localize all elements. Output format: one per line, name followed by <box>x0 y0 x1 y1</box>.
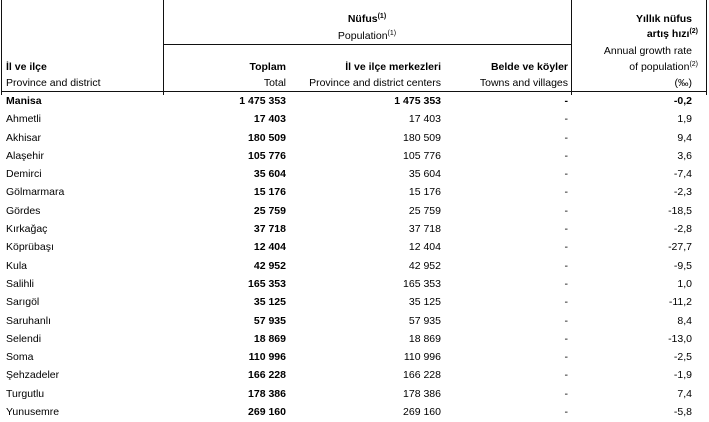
total-header-tr: Toplam <box>249 61 286 73</box>
district-name: Gölmarmara <box>6 186 65 199</box>
growth-header-tr-1: Yıllık nüfus <box>635 13 692 25</box>
province-header-en: Province and district <box>6 77 101 89</box>
growth-header-unit: (‰) <box>674 77 692 89</box>
total-cell: 12 404 <box>253 241 286 254</box>
towns-cell: - <box>564 332 568 345</box>
district-name: Kula <box>6 259 28 272</box>
growth-column-rule <box>571 0 572 95</box>
towns-cell: - <box>564 277 568 290</box>
district-name: Köprübaşı <box>6 241 54 254</box>
total-cell: 269 160 <box>248 406 286 419</box>
table-row <box>0 367 709 385</box>
towns-cell: - <box>564 131 568 144</box>
growth-cell: 3,6 <box>677 149 692 162</box>
district-name: Saruhanlı <box>6 314 51 327</box>
total-cell: 105 776 <box>248 149 286 162</box>
district-name: Sarıgöl <box>6 296 40 309</box>
growth-cell: -27,7 <box>668 241 692 254</box>
table-row <box>0 331 709 349</box>
total-cell: 57 935 <box>253 314 286 327</box>
district-name: Salihli <box>6 277 35 290</box>
towns-cell: - <box>564 369 568 382</box>
district-name: Akhisar <box>6 131 42 144</box>
centers-cell: 165 353 <box>403 277 441 290</box>
towns-cell: - <box>564 259 568 272</box>
district-name: Gördes <box>6 204 41 217</box>
growth-cell: 1,0 <box>677 277 692 290</box>
centers-cell: 12 404 <box>408 241 441 254</box>
towns-cell: - <box>564 296 568 309</box>
table-row <box>0 184 709 202</box>
centers-cell: 37 718 <box>408 223 441 236</box>
growth-cell: -7,4 <box>673 168 692 181</box>
growth-cell: 7,4 <box>677 387 692 400</box>
table-row <box>0 313 709 331</box>
population-group-rule <box>163 44 571 45</box>
towns-cell: - <box>564 223 568 236</box>
total-cell: 42 952 <box>253 259 286 272</box>
total-header-en: Total <box>263 77 286 89</box>
table-row <box>0 386 709 404</box>
growth-cell: -11,2 <box>668 296 692 309</box>
table-row <box>0 203 709 221</box>
total-cell: 110 996 <box>248 351 286 364</box>
district-name: Yunusemre <box>6 406 60 419</box>
towns-cell: - <box>564 406 568 419</box>
growth-header-en-2: of population$^{(2)}$ <box>629 61 698 73</box>
centers-cell: 17 403 <box>408 113 441 126</box>
centers-cell: 15 176 <box>408 186 441 199</box>
table-row <box>0 294 709 312</box>
total-cell: 1 475 353 <box>239 95 286 107</box>
table-row <box>0 148 709 166</box>
district-name: Alaşehir <box>6 149 44 162</box>
total-cell: 25 759 <box>253 204 286 217</box>
total-cell: 37 718 <box>253 223 286 236</box>
total-cell: 15 176 <box>253 186 286 199</box>
growth-cell: 9,4 <box>677 131 692 144</box>
towns-cell: - <box>564 186 568 199</box>
district-name: Kırkağaç <box>6 223 48 236</box>
total-cell: 35 125 <box>253 296 286 309</box>
centers-cell: 35 125 <box>408 296 441 309</box>
growth-cell: -2,5 <box>673 351 692 364</box>
total-cell: 165 353 <box>248 277 286 290</box>
table-body <box>0 93 709 422</box>
table-row <box>0 130 709 148</box>
growth-cell: 1,9 <box>677 113 692 126</box>
province-header-tr: İl ve ilçe <box>6 61 47 73</box>
towns-header-en: Towns and villages <box>479 77 568 89</box>
growth-header-tr-2: artış hızı$^{(2)}$ <box>646 28 698 40</box>
centers-cell: 42 952 <box>408 259 441 272</box>
right-column-rule <box>706 0 707 95</box>
centers-cell: 18 869 <box>408 332 441 345</box>
growth-cell: 8,4 <box>677 314 692 327</box>
growth-cell: -1,9 <box>673 369 692 382</box>
towns-cell: - <box>564 387 568 400</box>
district-name: Manisa <box>6 95 42 107</box>
towns-cell: - <box>564 351 568 364</box>
centers-cell: 105 776 <box>403 149 441 162</box>
table-row <box>0 276 709 294</box>
centers-cell: 110 996 <box>403 351 441 364</box>
district-name: Turgutlu <box>6 387 45 400</box>
total-cell: 18 869 <box>253 332 286 345</box>
towns-cell: - <box>564 314 568 327</box>
district-name: Soma <box>6 351 34 364</box>
district-name: Ahmetli <box>6 113 42 126</box>
centers-cell: 35 604 <box>408 168 441 181</box>
towns-cell: - <box>564 113 568 126</box>
total-cell: 166 228 <box>248 369 286 382</box>
total-cell: 17 403 <box>253 113 286 126</box>
towns-cell: - <box>564 168 568 181</box>
district-name: Demirci <box>6 168 42 181</box>
towns-header-tr: Belde ve köyler <box>490 61 568 73</box>
total-cell: 180 509 <box>248 131 286 144</box>
total-cell: 178 386 <box>248 387 286 400</box>
table-row <box>0 349 709 367</box>
table-row <box>0 258 709 276</box>
growth-cell: -2,8 <box>673 223 692 236</box>
table-row <box>0 166 709 184</box>
centers-cell: 180 509 <box>403 131 441 144</box>
header-bottom-rule <box>1 91 707 92</box>
centers-cell: 57 935 <box>408 314 441 327</box>
centers-header-en: Province and district centers <box>309 77 441 89</box>
centers-cell: 25 759 <box>408 204 441 217</box>
towns-cell: - <box>564 204 568 217</box>
growth-cell: -9,5 <box>673 259 692 272</box>
growth-cell: -13,0 <box>668 332 692 345</box>
centers-cell: 178 386 <box>403 387 441 400</box>
towns-cell: - <box>564 241 568 254</box>
district-name: Selendi <box>6 332 42 345</box>
growth-header-en-1: Annual growth rate <box>603 45 692 57</box>
centers-header-tr: İl ve ilçe merkezleri <box>345 61 441 73</box>
total-cell: 35 604 <box>253 168 286 181</box>
table-row <box>0 111 709 129</box>
centers-cell: 1 475 353 <box>394 95 441 107</box>
growth-cell: -5,8 <box>673 406 692 419</box>
towns-cell: - <box>564 95 568 107</box>
population-header-tr: Nüfus$^{(1)}$ <box>347 13 387 25</box>
table-row <box>0 404 709 422</box>
left-column-rule <box>1 0 2 95</box>
growth-cell: -2,3 <box>673 186 692 199</box>
table-row <box>0 239 709 257</box>
table-row <box>0 221 709 239</box>
table-row <box>0 93 709 111</box>
centers-cell: 269 160 <box>403 406 441 419</box>
district-name: Şehzadeler <box>6 369 60 382</box>
growth-cell: -0,2 <box>673 95 692 107</box>
population-header-en: Population$^{(1)}$ <box>337 30 397 42</box>
growth-cell: -18,5 <box>668 204 692 217</box>
towns-cell: - <box>564 149 568 162</box>
centers-cell: 166 228 <box>403 369 441 382</box>
